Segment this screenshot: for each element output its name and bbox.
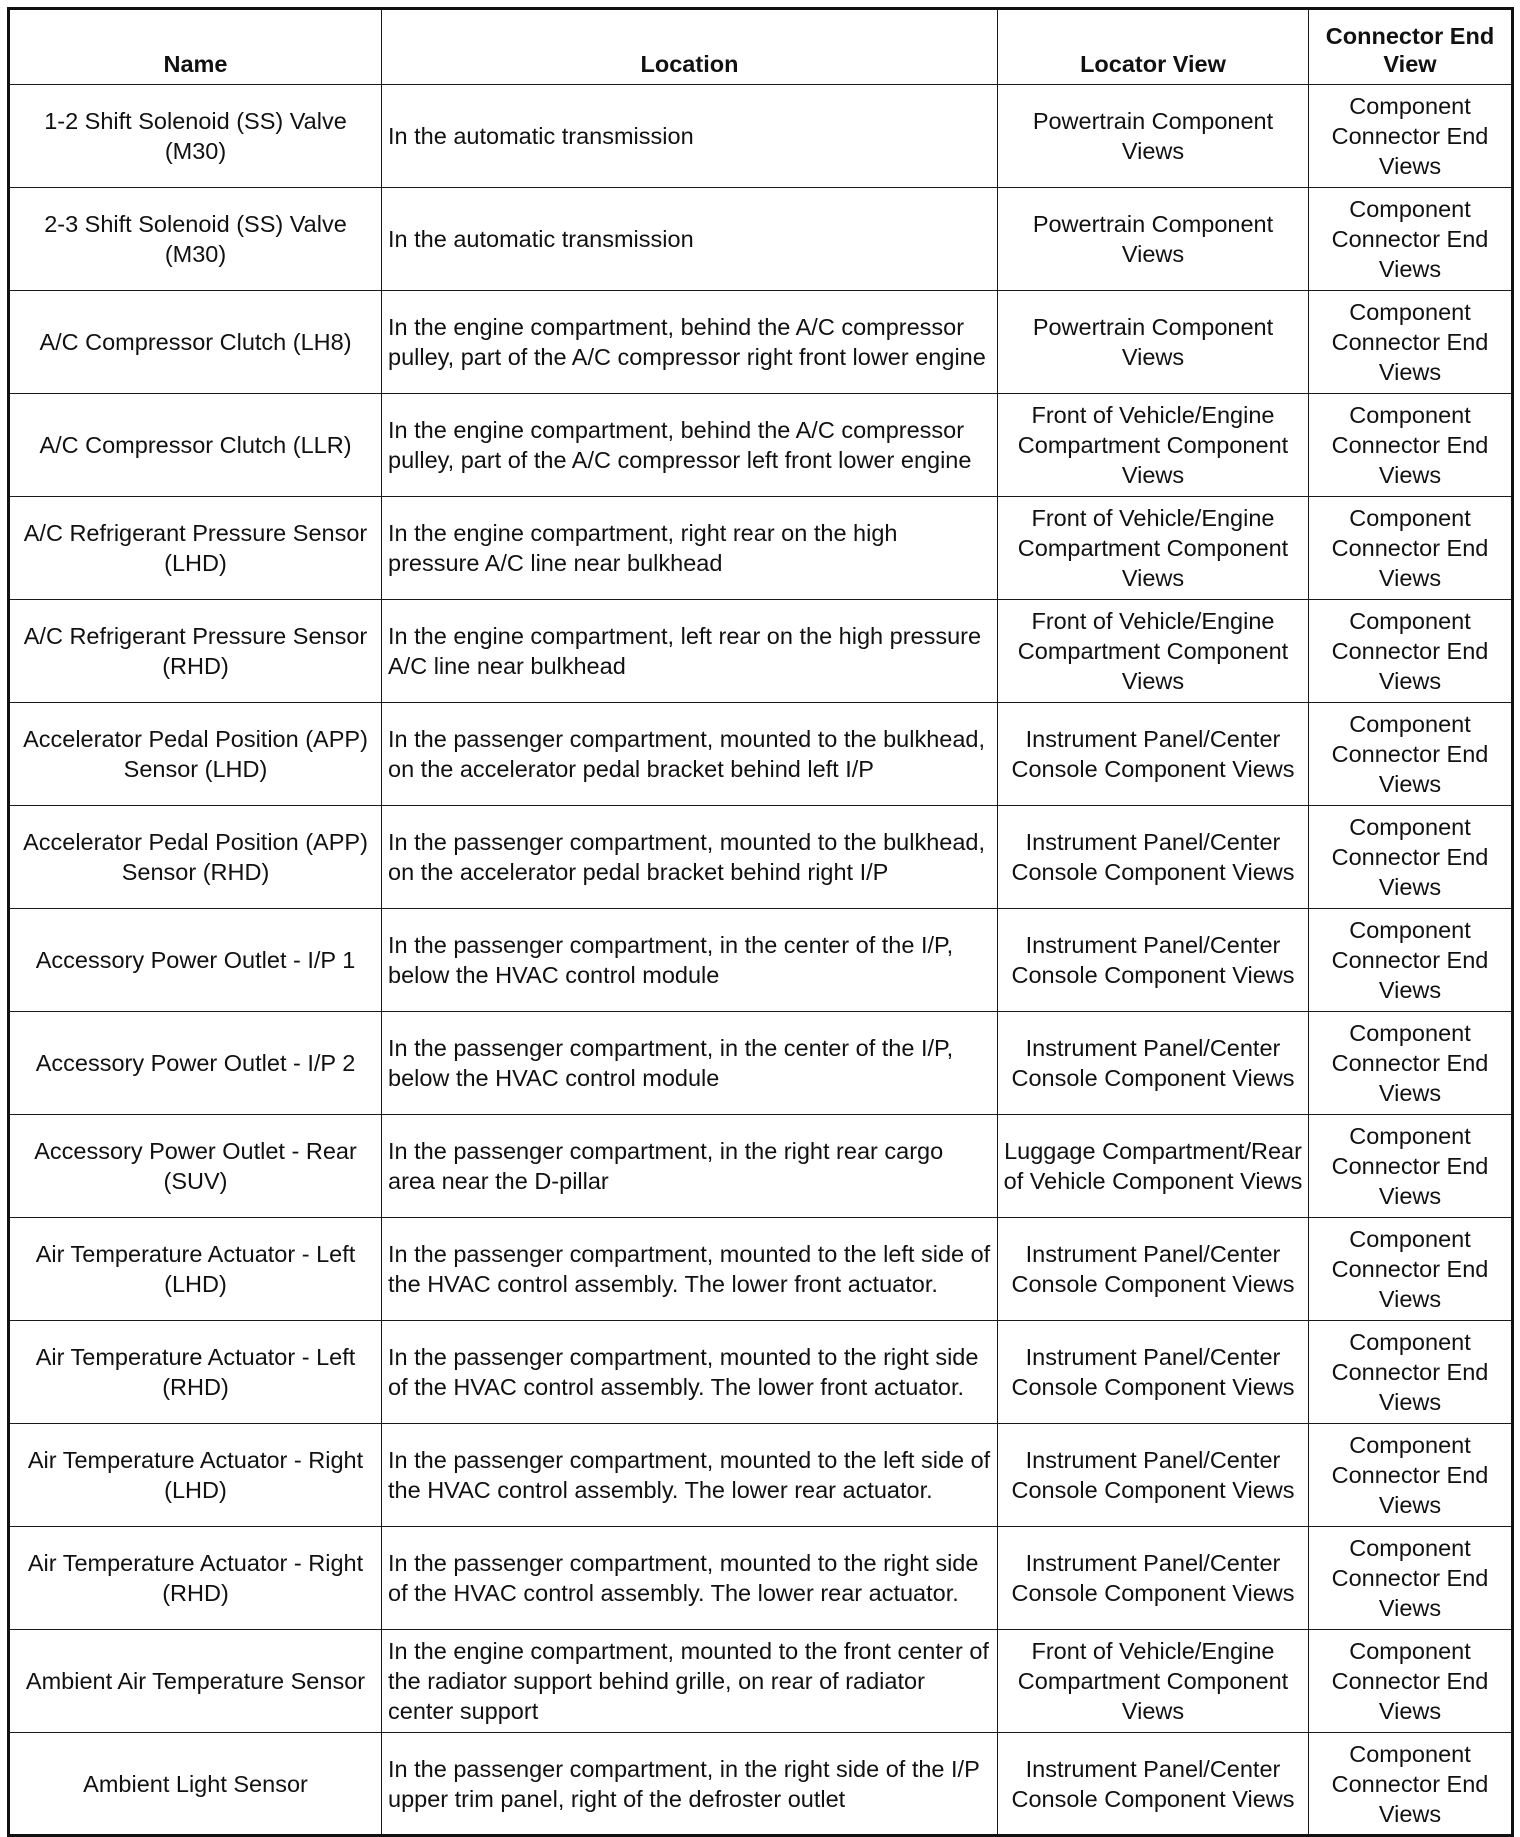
cell-connector-end-view: Component Connector End Views [1309,1630,1513,1733]
table-row [9,806,1513,909]
cell-location: In the passenger compartment, in the right side of the I/P upper trim panel, right of the defroster outlet [382,1733,998,1836]
cell-connector-end-view: Component Connector End Views [1309,1424,1513,1527]
table-row [9,1012,1513,1115]
cell-name: Ambient Air Temperature Sensor [9,1630,382,1733]
cell-locator-view: Front of Vehicle/Engine Compartment Component Views [998,1630,1309,1733]
component-locator-table [7,7,1514,1837]
cell-location: In the passenger compartment, mounted to the right side of the HVAC control assembly. The lower front actuator. [382,1321,998,1424]
table-row [9,85,1513,188]
cell-name: A/C Refrigerant Pressure Sensor (RHD) [9,600,382,703]
cell-name: Ambient Light Sensor [9,1733,382,1836]
cell-location: In the automatic transmission [382,188,998,291]
cell-location: In the engine compartment, behind the A/C compressor pulley, part of the A/C compressor left front lower engine [382,394,998,497]
table-row [9,291,1513,394]
cell-connector-end-view: Component Connector End Views [1309,909,1513,1012]
table-row [9,1218,1513,1321]
cell-location: In the passenger compartment, in the center of the I/P, below the HVAC control module [382,1012,998,1115]
header-name: Name [9,9,382,85]
cell-locator-view: Powertrain Component Views [998,85,1309,188]
cell-name: Accessory Power Outlet - I/P 1 [9,909,382,1012]
cell-location: In the passenger compartment, mounted to the bulkhead, on the accelerator pedal bracket behind left I/P [382,703,998,806]
cell-connector-end-view: Component Connector End Views [1309,1321,1513,1424]
cell-connector-end-view: Component Connector End Views [1309,806,1513,909]
cell-connector-end-view: Component Connector End Views [1309,188,1513,291]
table-row [9,909,1513,1012]
cell-location: In the engine compartment, mounted to the front center of the radiator support behind grille, on rear of radiator center support [382,1630,998,1733]
cell-name: Accessory Power Outlet - I/P 2 [9,1012,382,1115]
table-row [9,1527,1513,1630]
cell-name: Accelerator Pedal Position (APP) Sensor (RHD) [9,806,382,909]
cell-name: Accessory Power Outlet - Rear (SUV) [9,1115,382,1218]
cell-name: A/C Compressor Clutch (LLR) [9,394,382,497]
cell-locator-view: Front of Vehicle/Engine Compartment Component Views [998,394,1309,497]
header-locator-view: Locator View [998,9,1309,85]
header-row [9,9,1513,85]
cell-locator-view: Instrument Panel/Center Console Component Views [998,1527,1309,1630]
cell-location: In the passenger compartment, mounted to the bulkhead, on the accelerator pedal bracket behind right I/P [382,806,998,909]
cell-locator-view: Instrument Panel/Center Console Component Views [998,1321,1309,1424]
table-row [9,600,1513,703]
cell-location: In the engine compartment, behind the A/C compressor pulley, part of the A/C compressor right front lower engine [382,291,998,394]
cell-connector-end-view: Component Connector End Views [1309,1733,1513,1836]
table-row [9,1321,1513,1424]
cell-locator-view: Instrument Panel/Center Console Component Views [998,1424,1309,1527]
table-row [9,497,1513,600]
cell-name: 1-2 Shift Solenoid (SS) Valve (M30) [9,85,382,188]
cell-connector-end-view: Component Connector End Views [1309,1115,1513,1218]
cell-location: In the engine compartment, right rear on the high pressure A/C line near bulkhead [382,497,998,600]
cell-connector-end-view: Component Connector End Views [1309,703,1513,806]
cell-name: Air Temperature Actuator - Right (LHD) [9,1424,382,1527]
cell-locator-view: Instrument Panel/Center Console Component Views [998,1218,1309,1321]
cell-locator-view: Instrument Panel/Center Console Component Views [998,1733,1309,1836]
cell-name: 2-3 Shift Solenoid (SS) Valve (M30) [9,188,382,291]
cell-locator-view: Front of Vehicle/Engine Compartment Component Views [998,497,1309,600]
cell-location: In the automatic transmission [382,85,998,188]
table-row [9,1115,1513,1218]
cell-connector-end-view: Component Connector End Views [1309,85,1513,188]
cell-connector-end-view: Component Connector End Views [1309,394,1513,497]
cell-connector-end-view: Component Connector End Views [1309,291,1513,394]
cell-locator-view: Powertrain Component Views [998,291,1309,394]
cell-name: A/C Compressor Clutch (LH8) [9,291,382,394]
cell-connector-end-view: Component Connector End Views [1309,497,1513,600]
cell-connector-end-view: Component Connector End Views [1309,1218,1513,1321]
component-locator-table-wrapper [7,7,1511,1837]
table-row [9,1424,1513,1527]
cell-location: In the passenger compartment, mounted to the left side of the HVAC control assembly. The lower front actuator. [382,1218,998,1321]
header-location: Location [382,9,998,85]
cell-name: Accelerator Pedal Position (APP) Sensor (LHD) [9,703,382,806]
table-header [9,9,1513,85]
cell-name: Air Temperature Actuator - Left (RHD) [9,1321,382,1424]
cell-locator-view: Instrument Panel/Center Console Component Views [998,1012,1309,1115]
cell-location: In the passenger compartment, in the right rear cargo area near the D-pillar [382,1115,998,1218]
cell-location: In the passenger compartment, mounted to the right side of the HVAC control assembly. The lower rear actuator. [382,1527,998,1630]
table-row [9,703,1513,806]
table-body [9,85,1513,1836]
cell-name: Air Temperature Actuator - Right (RHD) [9,1527,382,1630]
cell-connector-end-view: Component Connector End Views [1309,1527,1513,1630]
cell-locator-view: Powertrain Component Views [998,188,1309,291]
cell-connector-end-view: Component Connector End Views [1309,600,1513,703]
cell-locator-view: Luggage Compartment/Rear of Vehicle Component Views [998,1115,1309,1218]
cell-connector-end-view: Component Connector End Views [1309,1012,1513,1115]
cell-location: In the passenger compartment, in the center of the I/P, below the HVAC control module [382,909,998,1012]
header-connector-end-view: Connector End View [1309,9,1513,85]
cell-locator-view: Front of Vehicle/Engine Compartment Component Views [998,600,1309,703]
cell-locator-view: Instrument Panel/Center Console Component Views [998,909,1309,1012]
table-row [9,188,1513,291]
cell-location: In the passenger compartment, mounted to the left side of the HVAC control assembly. The lower rear actuator. [382,1424,998,1527]
cell-name: Air Temperature Actuator - Left (LHD) [9,1218,382,1321]
table-row [9,1733,1513,1836]
table-row [9,1630,1513,1733]
table-row [9,394,1513,497]
cell-name: A/C Refrigerant Pressure Sensor (LHD) [9,497,382,600]
cell-locator-view: Instrument Panel/Center Console Component Views [998,806,1309,909]
cell-locator-view: Instrument Panel/Center Console Component Views [998,703,1309,806]
cell-location: In the engine compartment, left rear on the high pressure A/C line near bulkhead [382,600,998,703]
